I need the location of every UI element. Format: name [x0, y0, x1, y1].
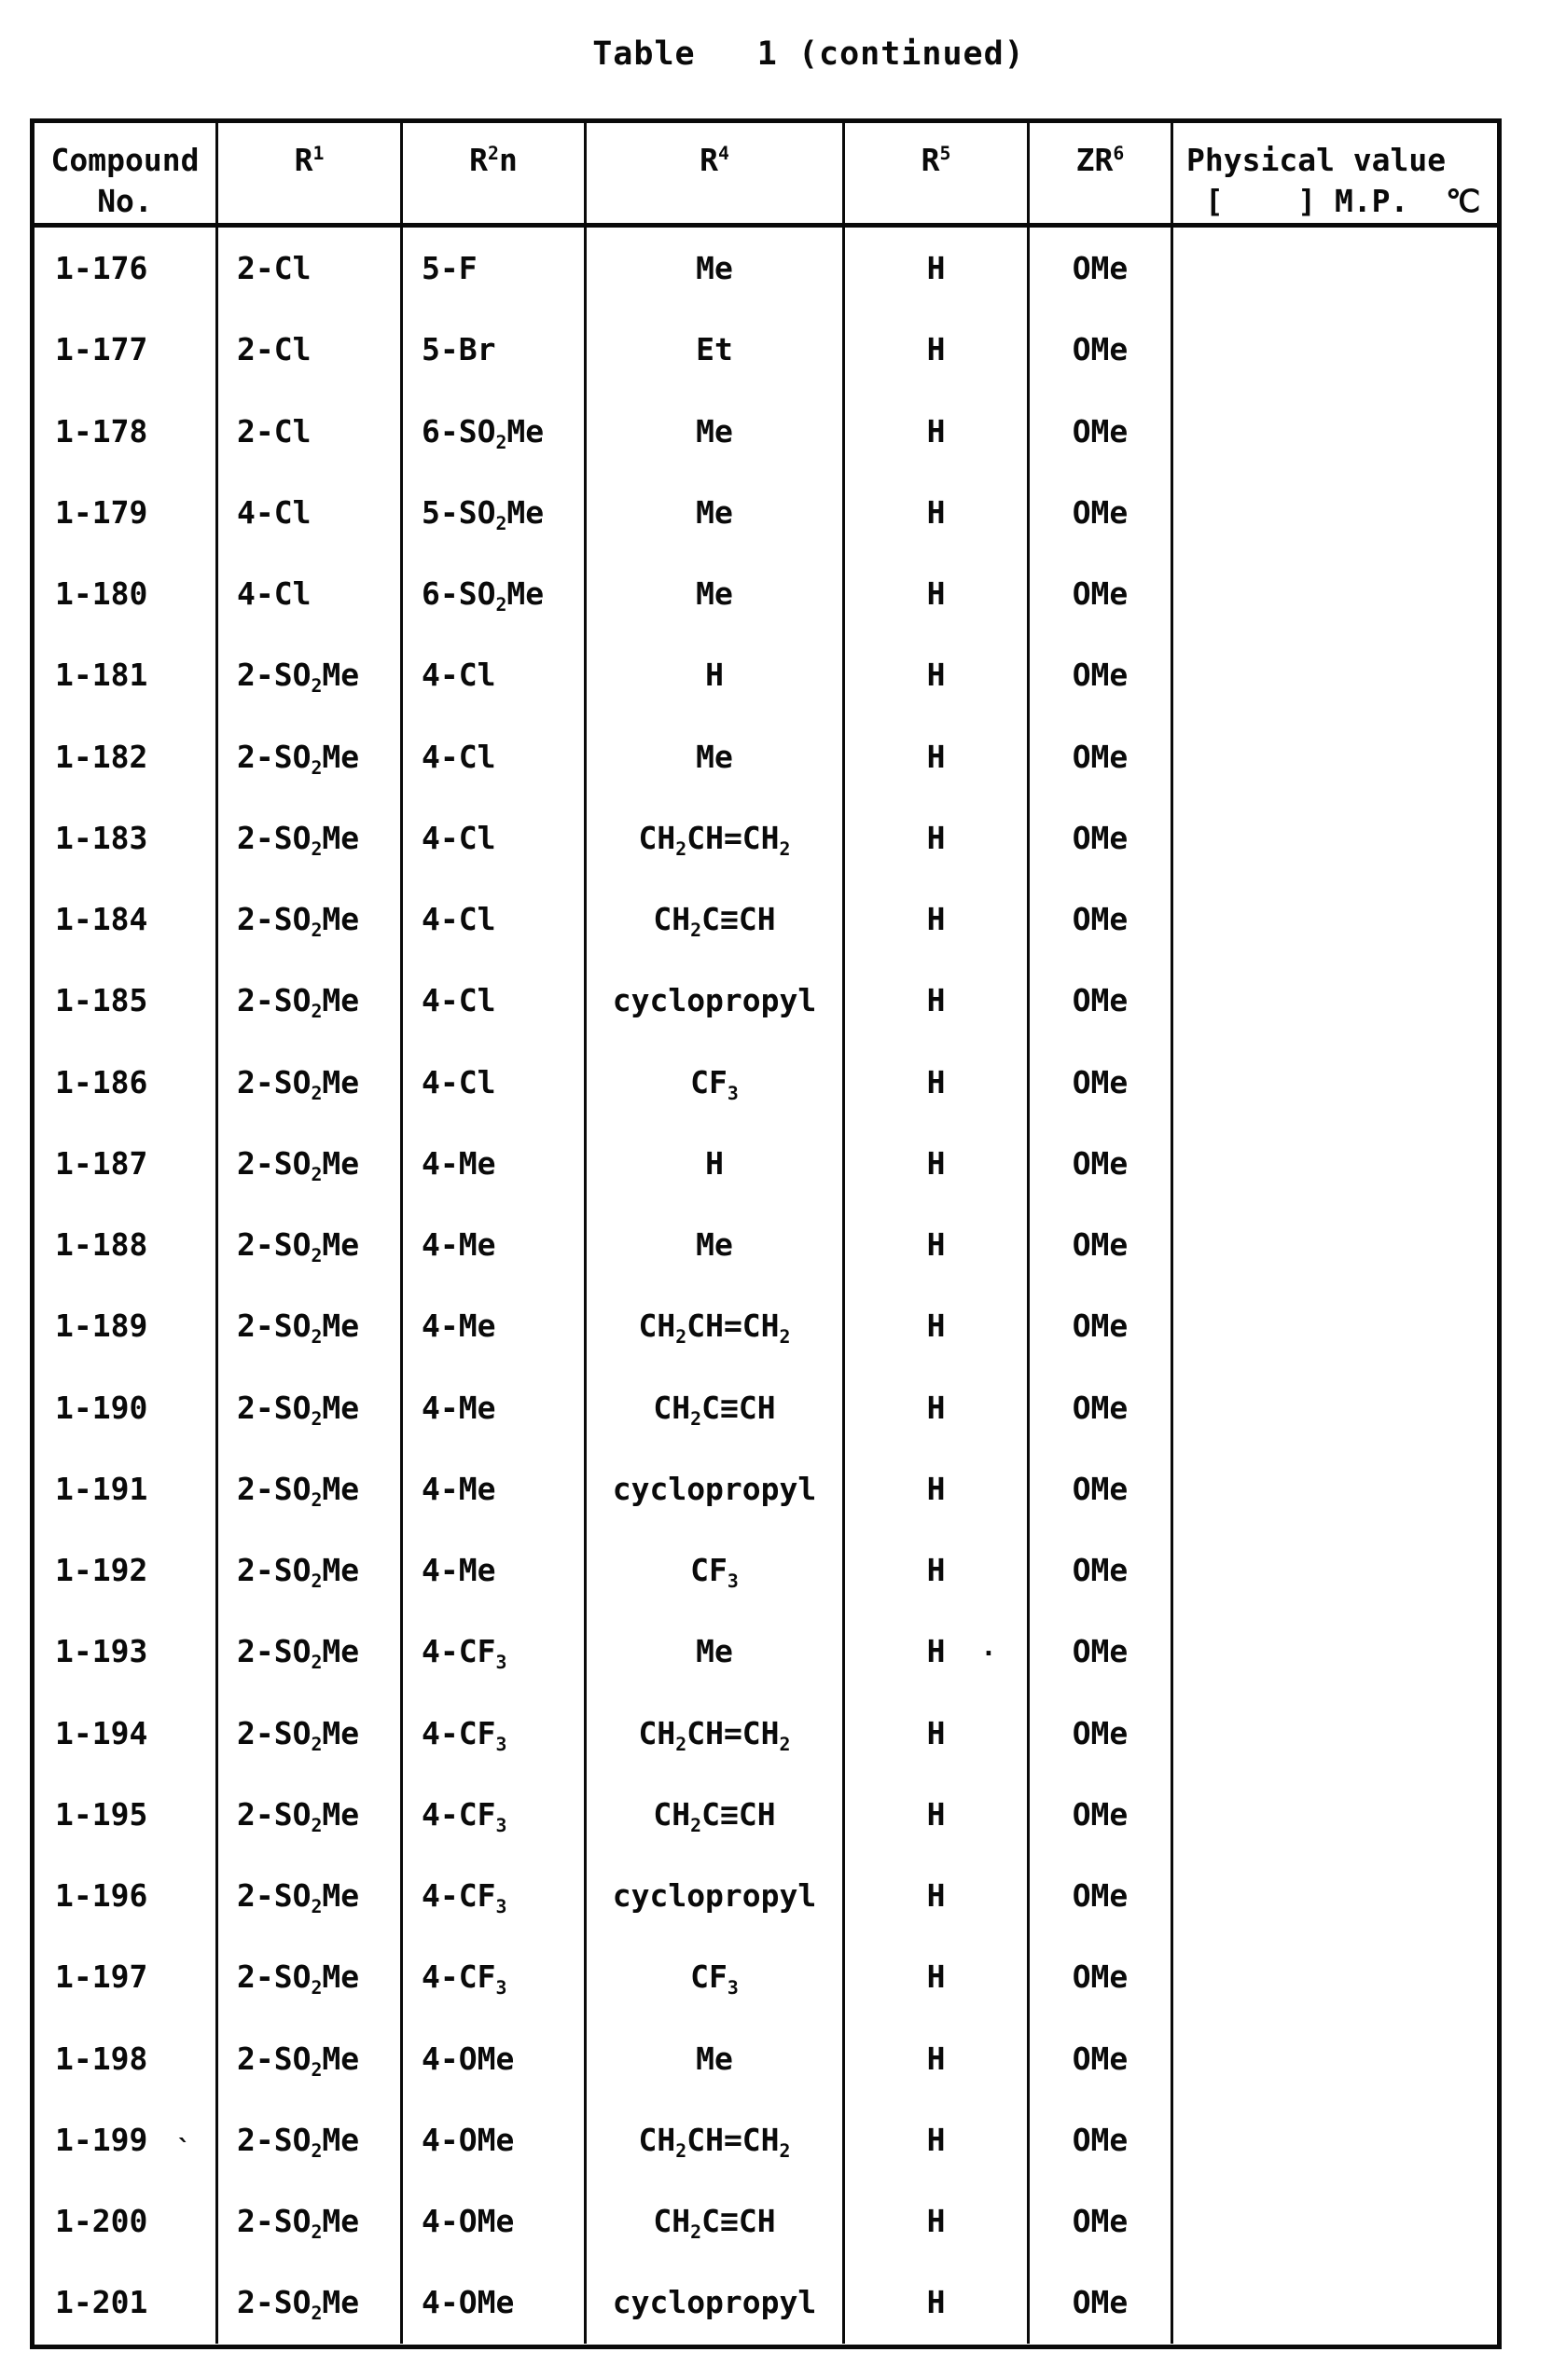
r2n-cell: 4-Me: [403, 1123, 587, 1204]
r1-cell: $2-SO_2Me$: [218, 1123, 403, 1204]
physical-value-cell: [1173, 797, 1497, 879]
physical-value-cell: [1173, 960, 1497, 1041]
r2n-cell: 4-Cl: [403, 797, 587, 879]
r5-cell: H: [845, 2099, 1030, 2180]
zr6-cell: OMe: [1030, 797, 1173, 879]
physical-value-cell: [1173, 2099, 1497, 2180]
r1-cell: $2-SO_2Me$: [218, 1448, 403, 1529]
r5-cell: H: [845, 1529, 1030, 1611]
r4-cell: $CH_2CH=CH_2$: [587, 1693, 845, 1774]
r4-cell: $CF_3$: [587, 1936, 845, 2017]
r2n-cell: 4-OMe: [403, 2018, 587, 2099]
header-r4-label: $R^4$: [700, 142, 729, 178]
header-compound-no-line1: Compound: [50, 142, 200, 178]
r1-cell: $2-SO_2Me$: [218, 960, 403, 1041]
r1-cell: $2-SO_2Me$: [218, 1774, 403, 1855]
r5-cell: H: [845, 960, 1030, 1041]
physical-value-cell: [1173, 1529, 1497, 1611]
r4-cell: Me: [587, 472, 845, 553]
compound-no-cell: 1-200: [35, 2180, 218, 2262]
header-compound-no: [35, 123, 218, 228]
r5-cell: H: [845, 716, 1030, 797]
r5-cell: H: [845, 1774, 1030, 1855]
r1-cell: $2-SO_2Me$: [218, 2180, 403, 2262]
zr6-cell: OMe: [1030, 960, 1173, 1041]
r4-cell: Me: [587, 391, 845, 472]
header-r5: [845, 123, 1030, 228]
r2n-cell: 4-Cl: [403, 634, 587, 715]
physical-value-cell: [1173, 391, 1497, 472]
compound-no-cell: 1-194: [35, 1693, 218, 1774]
r1-cell: 4-Cl: [218, 472, 403, 553]
r5-cell: H: [845, 228, 1030, 309]
r5-cell: H: [845, 553, 1030, 634]
zr6-cell: OMe: [1030, 1285, 1173, 1366]
r4-cell: $CH_2CH=CH_2$: [587, 797, 845, 879]
r5-cell: H: [845, 1285, 1030, 1366]
zr6-cell: OMe: [1030, 879, 1173, 960]
r4-cell: cyclopropyl: [587, 1855, 845, 1936]
physical-value-cell: [1173, 553, 1497, 634]
r4-cell: Me: [587, 228, 845, 309]
r4-cell: Me: [587, 553, 845, 634]
zr6-cell: OMe: [1030, 2262, 1173, 2343]
header-r5-label: $R^5$: [921, 142, 951, 178]
physical-value-cell: [1173, 634, 1497, 715]
physical-value-cell: [1173, 2180, 1497, 2262]
physical-value-cell: [1173, 472, 1497, 553]
r4-cell: Me: [587, 1204, 845, 1285]
r1-cell: $2-SO_2Me$: [218, 1855, 403, 1936]
physical-value-cell: [1173, 1693, 1497, 1774]
compound-no-cell: 1-177: [35, 309, 218, 390]
compound-no-cell: 1-186: [35, 1042, 218, 1123]
compound-no-cell: 1-181: [35, 634, 218, 715]
r2n-cell: 4-OMe: [403, 2262, 587, 2343]
zr6-cell: OMe: [1030, 553, 1173, 634]
r2n-cell: 4-Me: [403, 1367, 587, 1448]
r2n-cell: $6-SO_2Me$: [403, 391, 587, 472]
physical-value-cell: [1173, 716, 1497, 797]
r1-cell: $2-SO_2Me$: [218, 1042, 403, 1123]
r4-cell: $CH_2C\equiv CH$: [587, 1774, 845, 1855]
r1-cell: $2-SO_2Me$: [218, 1693, 403, 1774]
r4-cell: H: [587, 634, 845, 715]
header-physical-value-line1: Physical value: [1186, 142, 1447, 178]
r4-cell: $CH_2CH=CH_2$: [587, 1285, 845, 1366]
r1-cell: $2-SO_2Me$: [218, 1285, 403, 1366]
r2n-cell: 4-Cl: [403, 879, 587, 960]
r4-cell: $CF_3$: [587, 1042, 845, 1123]
zr6-cell: OMe: [1030, 1042, 1173, 1123]
r5-cell: H: [845, 2262, 1030, 2343]
header-r2n: [403, 123, 587, 228]
physical-value-cell: [1173, 2018, 1497, 2099]
r5-cell: H: [845, 1855, 1030, 1936]
r2n-cell: 4-Cl: [403, 1042, 587, 1123]
r2n-cell: $5-SO_2Me$: [403, 472, 587, 553]
compound-no-cell: 1-196: [35, 1855, 218, 1936]
physical-value-cell: [1173, 879, 1497, 960]
compound-no-cell: 1-201: [35, 2262, 218, 2343]
compound-no-cell: 1-182: [35, 716, 218, 797]
r5-cell: H: [845, 309, 1030, 390]
r5-cell: H: [845, 634, 1030, 715]
compound-no-cell: 1-192: [35, 1529, 218, 1611]
r2n-cell: 4-Me: [403, 1285, 587, 1366]
r1-cell: 2-Cl: [218, 228, 403, 309]
r5-cell: H ·: [845, 1611, 1030, 1692]
r2n-cell: $4-CF_3$: [403, 1855, 587, 1936]
r4-cell: $CH_2CH=CH_2$: [587, 2099, 845, 2180]
physical-value-cell: [1173, 1042, 1497, 1123]
table-title: Table 1 (continued): [592, 35, 1025, 73]
compound-no-cell: 1-183: [35, 797, 218, 879]
zr6-cell: OMe: [1030, 2180, 1173, 2262]
r5-cell: H: [845, 797, 1030, 879]
r4-cell: $CH_2C\equiv CH$: [587, 2180, 845, 2262]
r2n-cell: 4-Me: [403, 1204, 587, 1285]
physical-value-cell: [1173, 1936, 1497, 2017]
r2n-cell: 4-OMe: [403, 2180, 587, 2262]
r5-cell: H: [845, 1204, 1030, 1285]
r2n-cell: $4-CF_3$: [403, 1611, 587, 1692]
r2n-cell: 4-Cl: [403, 960, 587, 1041]
compound-no-cell: 1-198: [35, 2018, 218, 2099]
r4-cell: H: [587, 1123, 845, 1204]
compound-no-cell: 1-176: [35, 228, 218, 309]
zr6-cell: OMe: [1030, 1367, 1173, 1448]
r4-cell: $CH_2C\equiv CH$: [587, 879, 845, 960]
r2n-cell: $6-SO_2Me$: [403, 553, 587, 634]
r5-cell: H: [845, 391, 1030, 472]
r4-cell: Me: [587, 2018, 845, 2099]
compound-table: [30, 118, 1502, 2349]
physical-value-cell: [1173, 1367, 1497, 1448]
r4-cell: Me: [587, 716, 845, 797]
r1-cell: $2-SO_2Me$: [218, 1936, 403, 2017]
r2n-cell: $4-CF_3$: [403, 1693, 587, 1774]
r1-cell: $2-SO_2Me$: [218, 2099, 403, 2180]
r4-cell: $CF_3$: [587, 1529, 845, 1611]
compound-no-cell: 1-178: [35, 391, 218, 472]
r4-cell: Me: [587, 1611, 845, 1692]
zr6-cell: OMe: [1030, 2099, 1173, 2180]
header-compound-no-line2: No.: [97, 183, 153, 219]
physical-value-cell: [1173, 1611, 1497, 1692]
r4-cell: cyclopropyl: [587, 1448, 845, 1529]
r1-cell: $2-SO_2Me$: [218, 1204, 403, 1285]
compound-no-cell: 1-197: [35, 1936, 218, 2017]
r1-cell: 2-Cl: [218, 309, 403, 390]
r1-cell: $2-SO_2Me$: [218, 2262, 403, 2343]
zr6-cell: OMe: [1030, 634, 1173, 715]
zr6-cell: OMe: [1030, 228, 1173, 309]
zr6-cell: OMe: [1030, 2018, 1173, 2099]
compound-no-cell: 1-185: [35, 960, 218, 1041]
zr6-cell: OMe: [1030, 309, 1173, 390]
r1-cell: $2-SO_2Me$: [218, 2018, 403, 2099]
r2n-cell: 4-OMe: [403, 2099, 587, 2180]
r1-cell: $2-SO_2Me$: [218, 634, 403, 715]
physical-value-cell: [1173, 228, 1497, 309]
header-r1: [218, 123, 403, 228]
compound-no-cell: 1-184: [35, 879, 218, 960]
r5-cell: H: [845, 1693, 1030, 1774]
r2n-cell: 4-Cl: [403, 716, 587, 797]
compound-no-cell: 1-193: [35, 1611, 218, 1692]
zr6-cell: OMe: [1030, 716, 1173, 797]
r1-cell: 2-Cl: [218, 391, 403, 472]
compound-no-cell: 1-191: [35, 1448, 218, 1529]
r5-cell: H: [845, 1448, 1030, 1529]
r4-cell: cyclopropyl: [587, 960, 845, 1041]
r1-cell: 4-Cl: [218, 553, 403, 634]
r2n-cell: $4-CF_3$: [403, 1774, 587, 1855]
zr6-cell: OMe: [1030, 1855, 1173, 1936]
r4-cell: cyclopropyl: [587, 2262, 845, 2343]
r4-cell: Et: [587, 309, 845, 390]
r5-cell: H: [845, 1367, 1030, 1448]
header-physical-value-line2: [ ] M.P. ℃: [1186, 183, 1481, 219]
header-r1-label: $R^1$: [294, 142, 325, 178]
r5-cell: H: [845, 2180, 1030, 2262]
compound-no-cell: 1-180: [35, 553, 218, 634]
physical-value-cell: [1173, 1448, 1497, 1529]
r1-cell: $2-SO_2Me$: [218, 1611, 403, 1692]
compound-no-cell: 1-190: [35, 1367, 218, 1448]
physical-value-cell: [1173, 1204, 1497, 1285]
r1-cell: $2-SO_2Me$: [218, 879, 403, 960]
r2n-cell: 4-Me: [403, 1448, 587, 1529]
r5-cell: H: [845, 1123, 1030, 1204]
zr6-cell: OMe: [1030, 472, 1173, 553]
zr6-cell: OMe: [1030, 1204, 1173, 1285]
compound-no-cell: 1-189: [35, 1285, 218, 1366]
compound-no-cell: 1-179: [35, 472, 218, 553]
r5-cell: H: [845, 472, 1030, 553]
r2n-cell: 5-F: [403, 228, 587, 309]
header-physical-value: [1173, 123, 1497, 228]
r2n-cell: 5-Br: [403, 309, 587, 390]
r1-cell: $2-SO_2Me$: [218, 797, 403, 879]
zr6-cell: OMe: [1030, 1693, 1173, 1774]
zr6-cell: OMe: [1030, 1611, 1173, 1692]
zr6-cell: OMe: [1030, 1123, 1173, 1204]
header-zr6: [1030, 123, 1173, 228]
physical-value-cell: [1173, 1774, 1497, 1855]
header-r4: [587, 123, 845, 228]
r4-cell: $CH_2C\equiv CH$: [587, 1367, 845, 1448]
r1-cell: $2-SO_2Me$: [218, 716, 403, 797]
r5-cell: H: [845, 2018, 1030, 2099]
compound-no-cell: 1-187: [35, 1123, 218, 1204]
header-zr6-label: $ZR^6$: [1075, 142, 1125, 178]
compound-no-cell: 1-195: [35, 1774, 218, 1855]
r1-cell: $2-SO_2Me$: [218, 1529, 403, 1611]
compound-no-cell: 1-199 `: [35, 2099, 218, 2180]
r2n-cell: $4-CF_3$: [403, 1936, 587, 2017]
physical-value-cell: [1173, 1123, 1497, 1204]
r2n-cell: 4-Me: [403, 1529, 587, 1611]
zr6-cell: OMe: [1030, 1774, 1173, 1855]
physical-value-cell: [1173, 1285, 1497, 1366]
physical-value-cell: [1173, 309, 1497, 390]
r5-cell: H: [845, 879, 1030, 960]
physical-value-cell: [1173, 1855, 1497, 1936]
zr6-cell: OMe: [1030, 391, 1173, 472]
compound-no-cell: 1-188: [35, 1204, 218, 1285]
header-r2n-label: $R^2n$: [469, 142, 518, 178]
r5-cell: H: [845, 1042, 1030, 1123]
zr6-cell: OMe: [1030, 1529, 1173, 1611]
zr6-cell: OMe: [1030, 1936, 1173, 2017]
r1-cell: $2-SO_2Me$: [218, 1367, 403, 1448]
r5-cell: H: [845, 1936, 1030, 2017]
physical-value-cell: [1173, 2262, 1497, 2343]
zr6-cell: OMe: [1030, 1448, 1173, 1529]
